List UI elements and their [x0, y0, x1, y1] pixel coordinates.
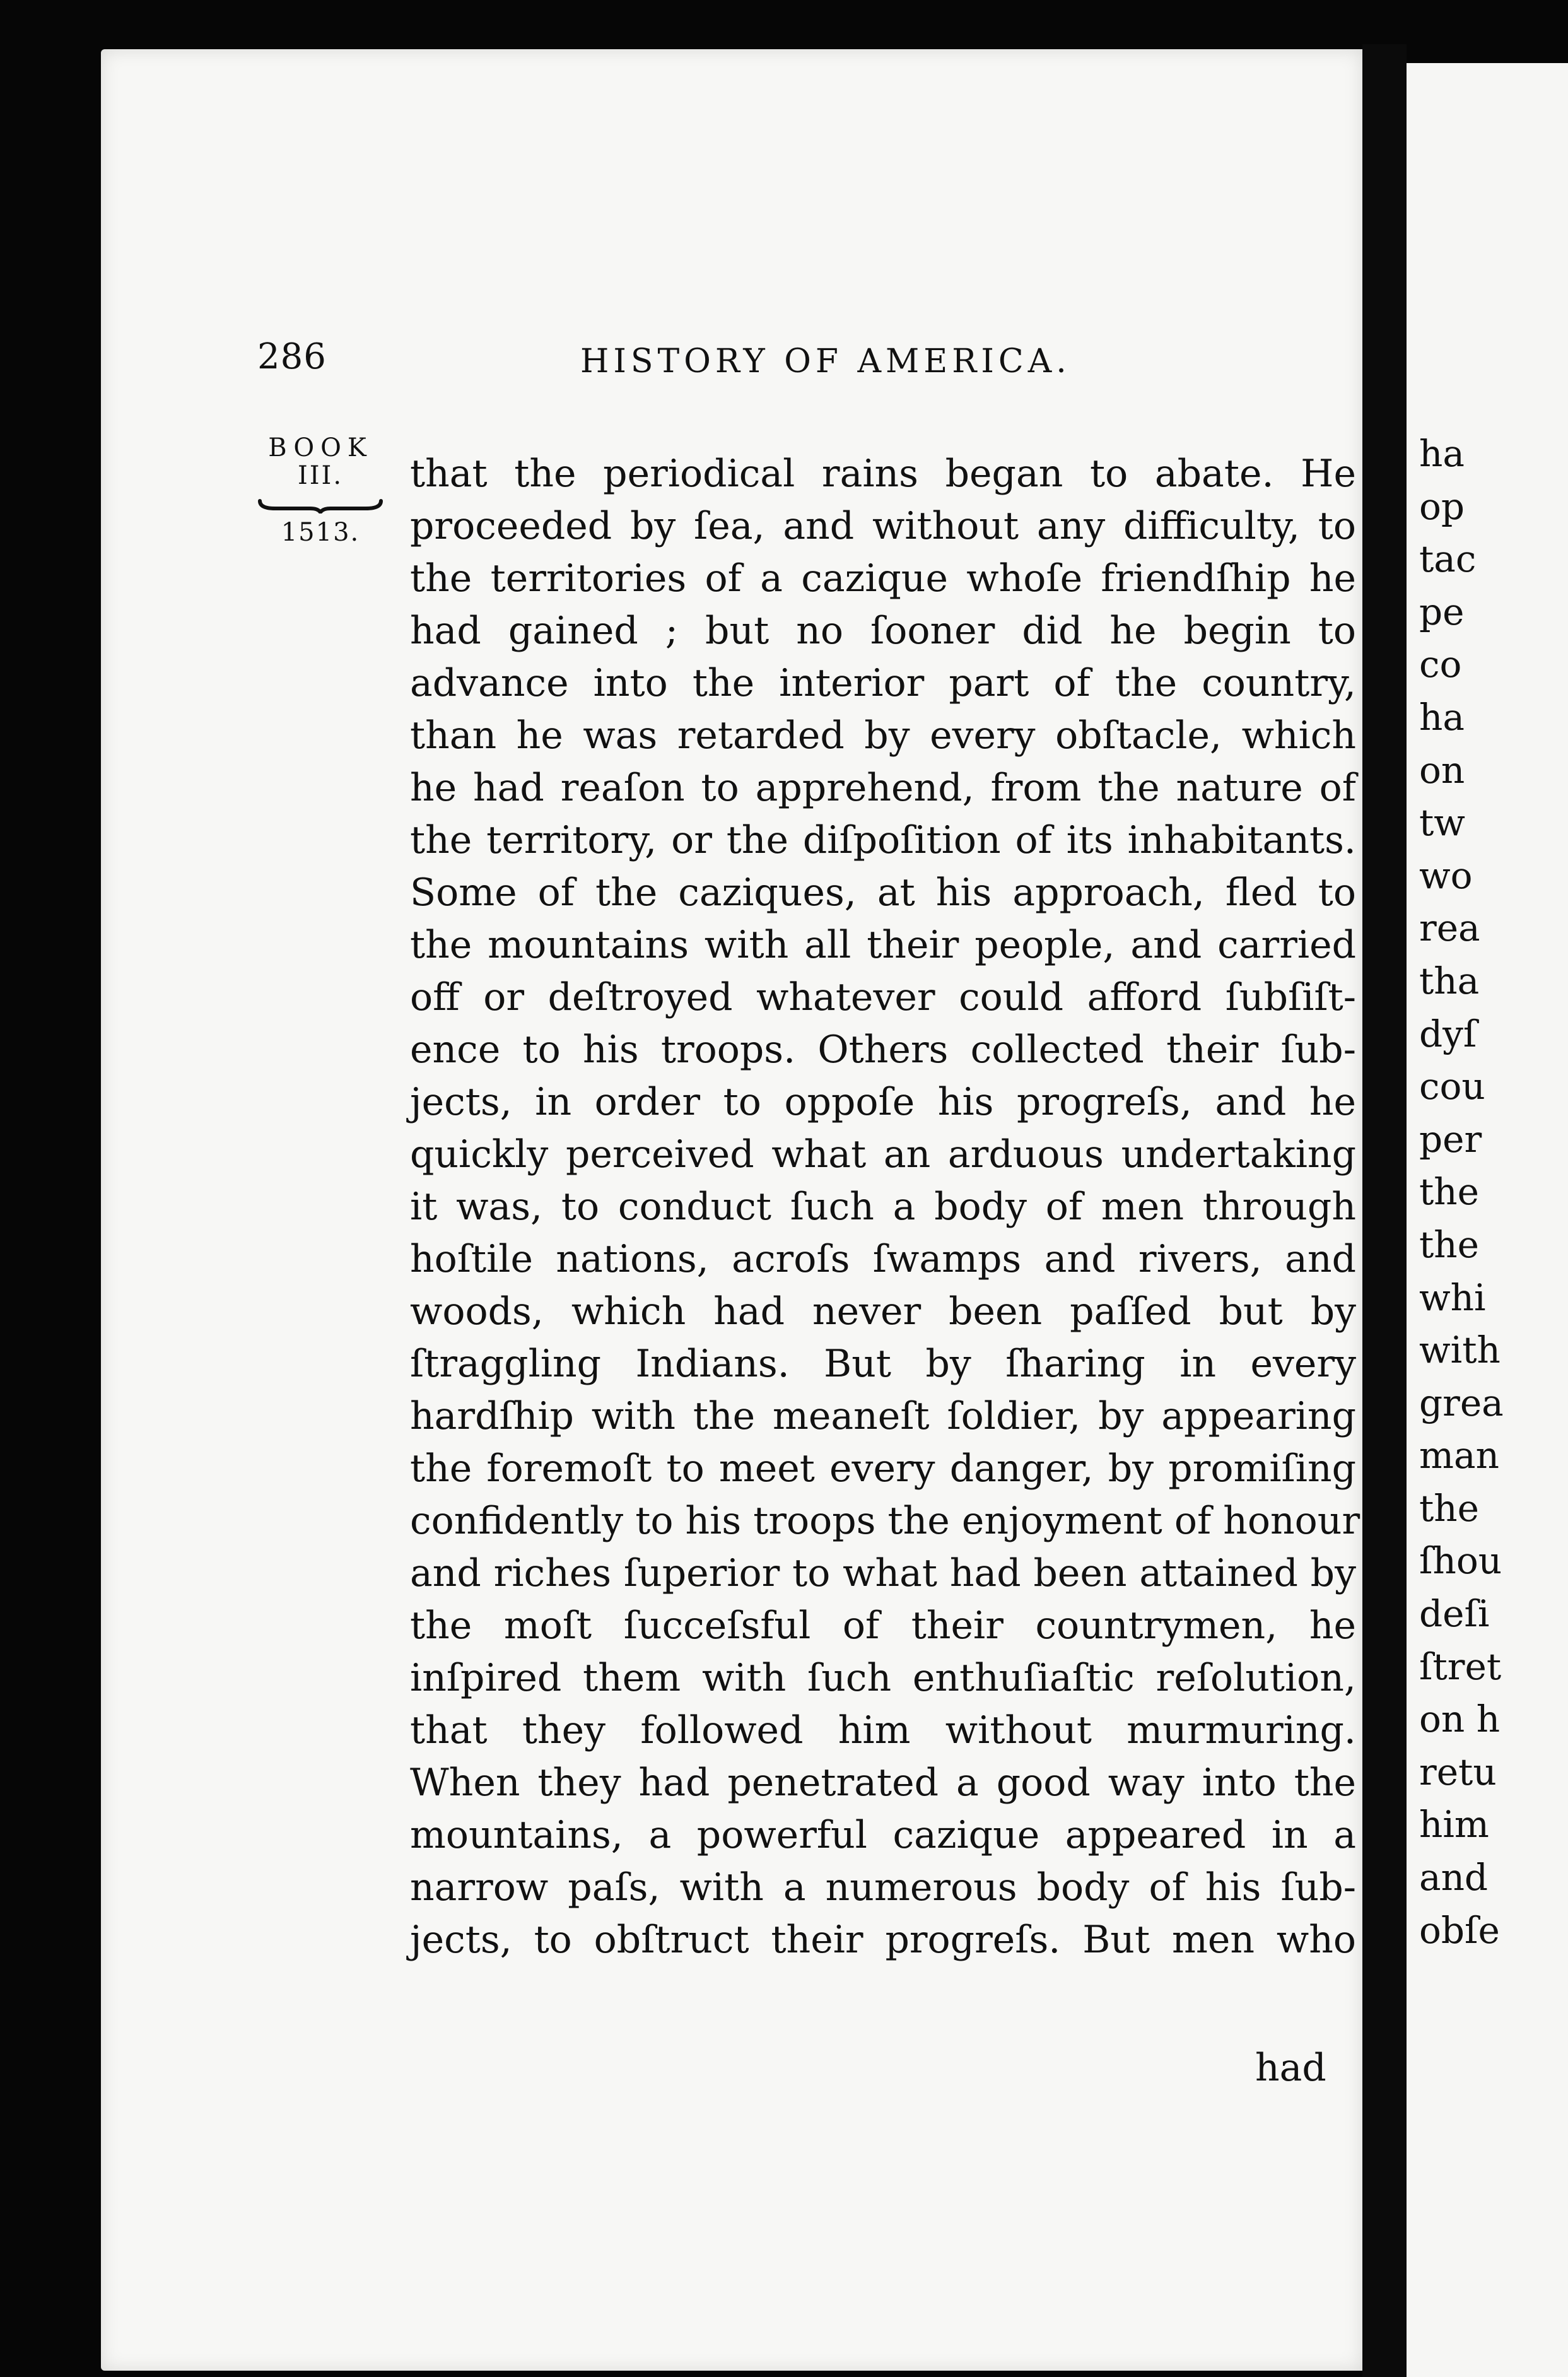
right-line-start: pe: [1419, 590, 1465, 633]
page-header: [101, 336, 1362, 406]
text-line: the mountains with all their people, and carried: [410, 923, 1356, 967]
text-line: confidently to his troops the enjoyment of honour: [410, 1499, 1360, 1543]
book-number: III.: [297, 461, 344, 490]
text-line: inſpired them with ſuch enthuſiaſtic reſolution,: [410, 1656, 1356, 1700]
right-line-start: tha: [1419, 959, 1480, 1002]
right-line-start: whi: [1419, 1276, 1486, 1319]
right-line-start: him: [1419, 1803, 1489, 1846]
catchword: had: [1255, 2046, 1326, 2090]
right-line-start: dyſ: [1419, 1012, 1477, 1055]
right-line-start: tac: [1419, 537, 1477, 581]
right-line-start: on: [1419, 748, 1465, 792]
right-line-start: ha: [1419, 432, 1465, 475]
text-line: Some of the caziques, at his approach, fled to: [410, 871, 1356, 915]
right-line-start: and: [1419, 1856, 1489, 1899]
right-line-start: tw: [1419, 801, 1465, 845]
text-line: the territory, or the diſpoſition of its inhabitants.: [410, 818, 1356, 862]
text-line: advance into the interior part of the country,: [410, 661, 1356, 705]
right-line-start: deſi: [1419, 1592, 1490, 1636]
right-line-start: ſhou: [1419, 1539, 1502, 1583]
right-page-fragment: [1407, 63, 1568, 2377]
text-line: the foremoſt to meet every danger, by promiſing: [410, 1447, 1356, 1491]
right-line-start: grea: [1419, 1381, 1504, 1424]
right-line-start: obſe: [1419, 1908, 1500, 1952]
text-line: mountains, a powerful cazique appeared in a: [410, 1813, 1356, 1857]
text-line: the territories of a cazique whoſe friendſhip he: [410, 556, 1356, 601]
margin-brace-ornament: [257, 495, 383, 514]
right-line-start: the: [1419, 1223, 1479, 1266]
left-page: [101, 49, 1362, 2371]
right-line-start: retu: [1419, 1750, 1497, 1793]
text-line: ence to his troops. Others collected their ſub-: [410, 1028, 1356, 1072]
text-line: hoſtile nations, acroſs ſwamps and rivers, and: [410, 1237, 1356, 1281]
text-line: narrow paſs, with a numerous body of his ſub-: [410, 1865, 1356, 1910]
text-line: than he was retarded by every obſtacle, which: [410, 713, 1356, 758]
text-line: that they followed him without murmuring.: [410, 1708, 1356, 1752]
text-line: quickly perceived what an arduous undertaking: [410, 1132, 1356, 1177]
text-line: woods, which had never been paſſed but by: [410, 1289, 1356, 1334]
right-line-start: ſtret: [1419, 1645, 1502, 1688]
text-line: jects, in order to oppoſe his progreſs, and he: [410, 1080, 1356, 1124]
text-line: jects, to obſtruct their progreſs. But men who: [410, 1918, 1356, 1962]
text-line: he had reaſon to apprehend, from the nature of: [410, 766, 1356, 810]
right-line-start: on h: [1419, 1698, 1501, 1741]
margin-note: [257, 434, 383, 548]
right-line-start: cou: [1419, 1065, 1485, 1108]
right-line-start: rea: [1419, 907, 1480, 950]
book-label: BOOK: [268, 433, 373, 462]
margin-year: 1513.: [281, 518, 360, 547]
text-line: had gained ; but no ſooner did he begin to: [410, 609, 1356, 653]
right-line-start: the: [1419, 1486, 1479, 1530]
running-title: HISTORY OF AMERICA.: [580, 343, 1071, 380]
right-line-start: the: [1419, 1170, 1479, 1214]
text-line: and riches ſuperior to what had been attained by: [410, 1551, 1356, 1595]
page-number: 286: [257, 336, 327, 377]
text-line: it was, to conduct ſuch a body of men through: [410, 1185, 1356, 1229]
right-line-start: op: [1419, 484, 1465, 528]
text-line: When they had penetrated a good way into the: [410, 1761, 1356, 1805]
text-line: proceeded by ſea, and without any difficulty, to: [410, 504, 1356, 548]
right-line-start: ha: [1419, 695, 1465, 739]
text-line: the moſt ſucceſsful of their countrymen, he: [410, 1604, 1356, 1648]
right-line-start: man: [1419, 1434, 1499, 1477]
text-line: off or deſtroyed whatever could afford ſubſiſt-: [410, 975, 1356, 1019]
right-line-start: co: [1419, 643, 1462, 686]
right-line-start: wo: [1419, 854, 1473, 897]
body-text: [410, 448, 1360, 1966]
text-line: ſtraggling Indians. But by ſharing in every: [410, 1342, 1356, 1386]
text-line: that the periodical rains began to abate. He: [410, 452, 1356, 496]
book-gutter: [1362, 44, 1407, 2377]
text-line: hardſhip with the meaneſt ſoldier, by appearing: [410, 1394, 1356, 1438]
right-line-start: per: [1419, 1117, 1482, 1161]
right-line-start: with: [1419, 1329, 1501, 1372]
right-page-lines: [1419, 428, 1504, 1957]
